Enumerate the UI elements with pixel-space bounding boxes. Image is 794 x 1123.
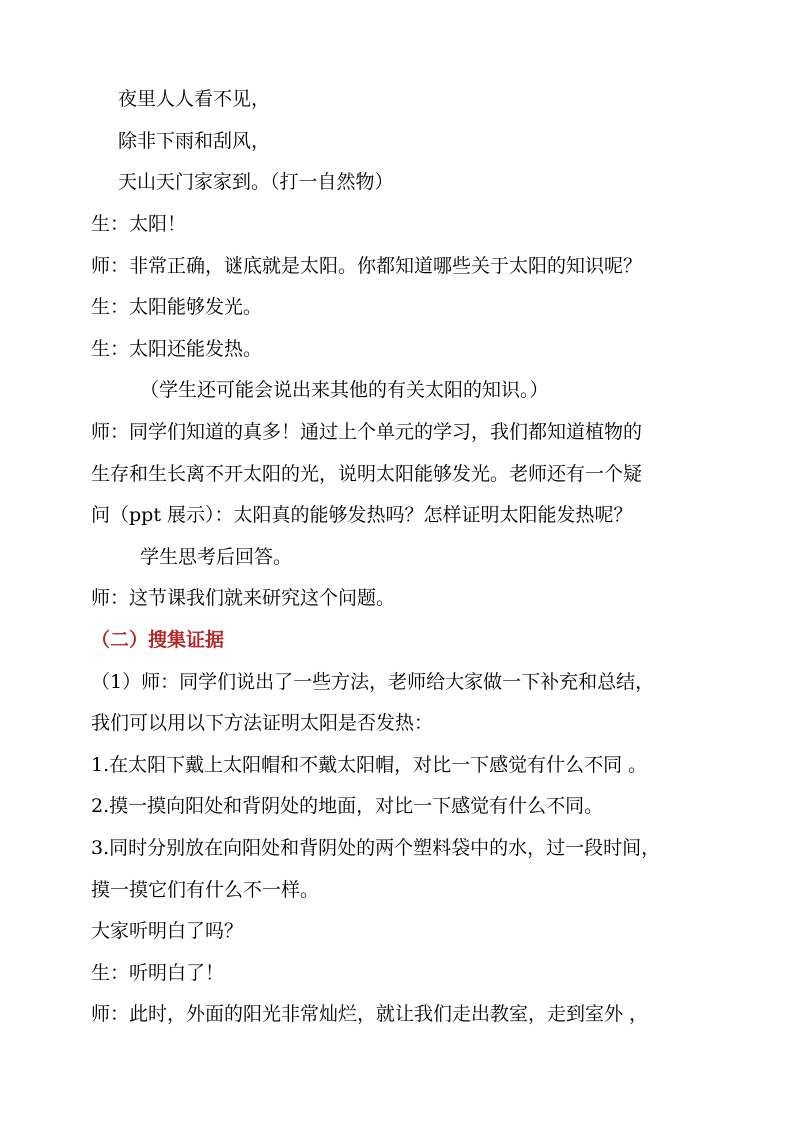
- riddle-line-3: 天山天门家家到。（打一自然物）: [118, 171, 394, 193]
- student-answer-sun: 生：太阳！: [91, 213, 187, 235]
- student-line-heat: 生：太阳还能发热。: [91, 338, 263, 360]
- method-item-1: 1.在太阳下戴上太阳帽和不戴太阳帽，对比一下感觉有什么不同 。: [91, 754, 648, 776]
- riddle-line-2: 除非下雨和刮风，: [118, 130, 271, 152]
- method-intro-line-2: 我们可以用以下方法证明太阳是否发热：: [91, 712, 434, 734]
- student-line-light: 生：太阳能够发光。: [91, 296, 263, 318]
- section-heading-evidence: （二）搜集证据: [91, 629, 225, 651]
- question-understood: 大家听明白了吗？: [91, 920, 244, 942]
- teacher-go-outside: 师：此时，外面的阳光非常灿烂，就让我们走出教室，走到室外 ，: [91, 1003, 649, 1025]
- student-understood: 生：听明白了！: [91, 962, 225, 984]
- method-item-2: 2.摸一摸向阳处和背阴处的地面，对比一下感觉有什么不同。: [91, 795, 604, 817]
- teacher-paragraph-line-1: 师：同学们知道的真多！通过上个单元的学习，我们都知道植物的: [91, 421, 643, 443]
- teacher-paragraph-line-3: 问（ppt 展示）：太阳真的能够发热吗？怎样证明太阳能发热呢？: [91, 504, 633, 526]
- method-item-3-line-1: 3.同时分别放在向阳处和背阴处的两个塑料袋中的水，过一段时间，: [91, 837, 661, 859]
- teacher-paragraph-line-2: 生存和生长离不开太阳的光，说明太阳能够发光。老师还有一个疑: [91, 463, 643, 485]
- riddle-line-1: 夜里人人看不见，: [118, 88, 271, 110]
- note-other-knowledge: （学生还可能会说出来其他的有关太阳的知识。）: [140, 379, 549, 401]
- teacher-line-correct: 师：非常正确，谜底就是太阳。你都知道哪些关于太阳的知识呢？: [91, 255, 643, 277]
- method-intro-line-1: （1）师：同学们说出了一些方法，老师给大家做一下补充和总结，: [91, 671, 655, 693]
- student-thinking-line: 学生思考后回答。: [140, 546, 293, 568]
- teacher-research-line: 师：这节课我们就来研究这个问题。: [91, 587, 396, 609]
- method-item-3-line-2: 摸一摸它们有什么不一样。: [91, 879, 320, 901]
